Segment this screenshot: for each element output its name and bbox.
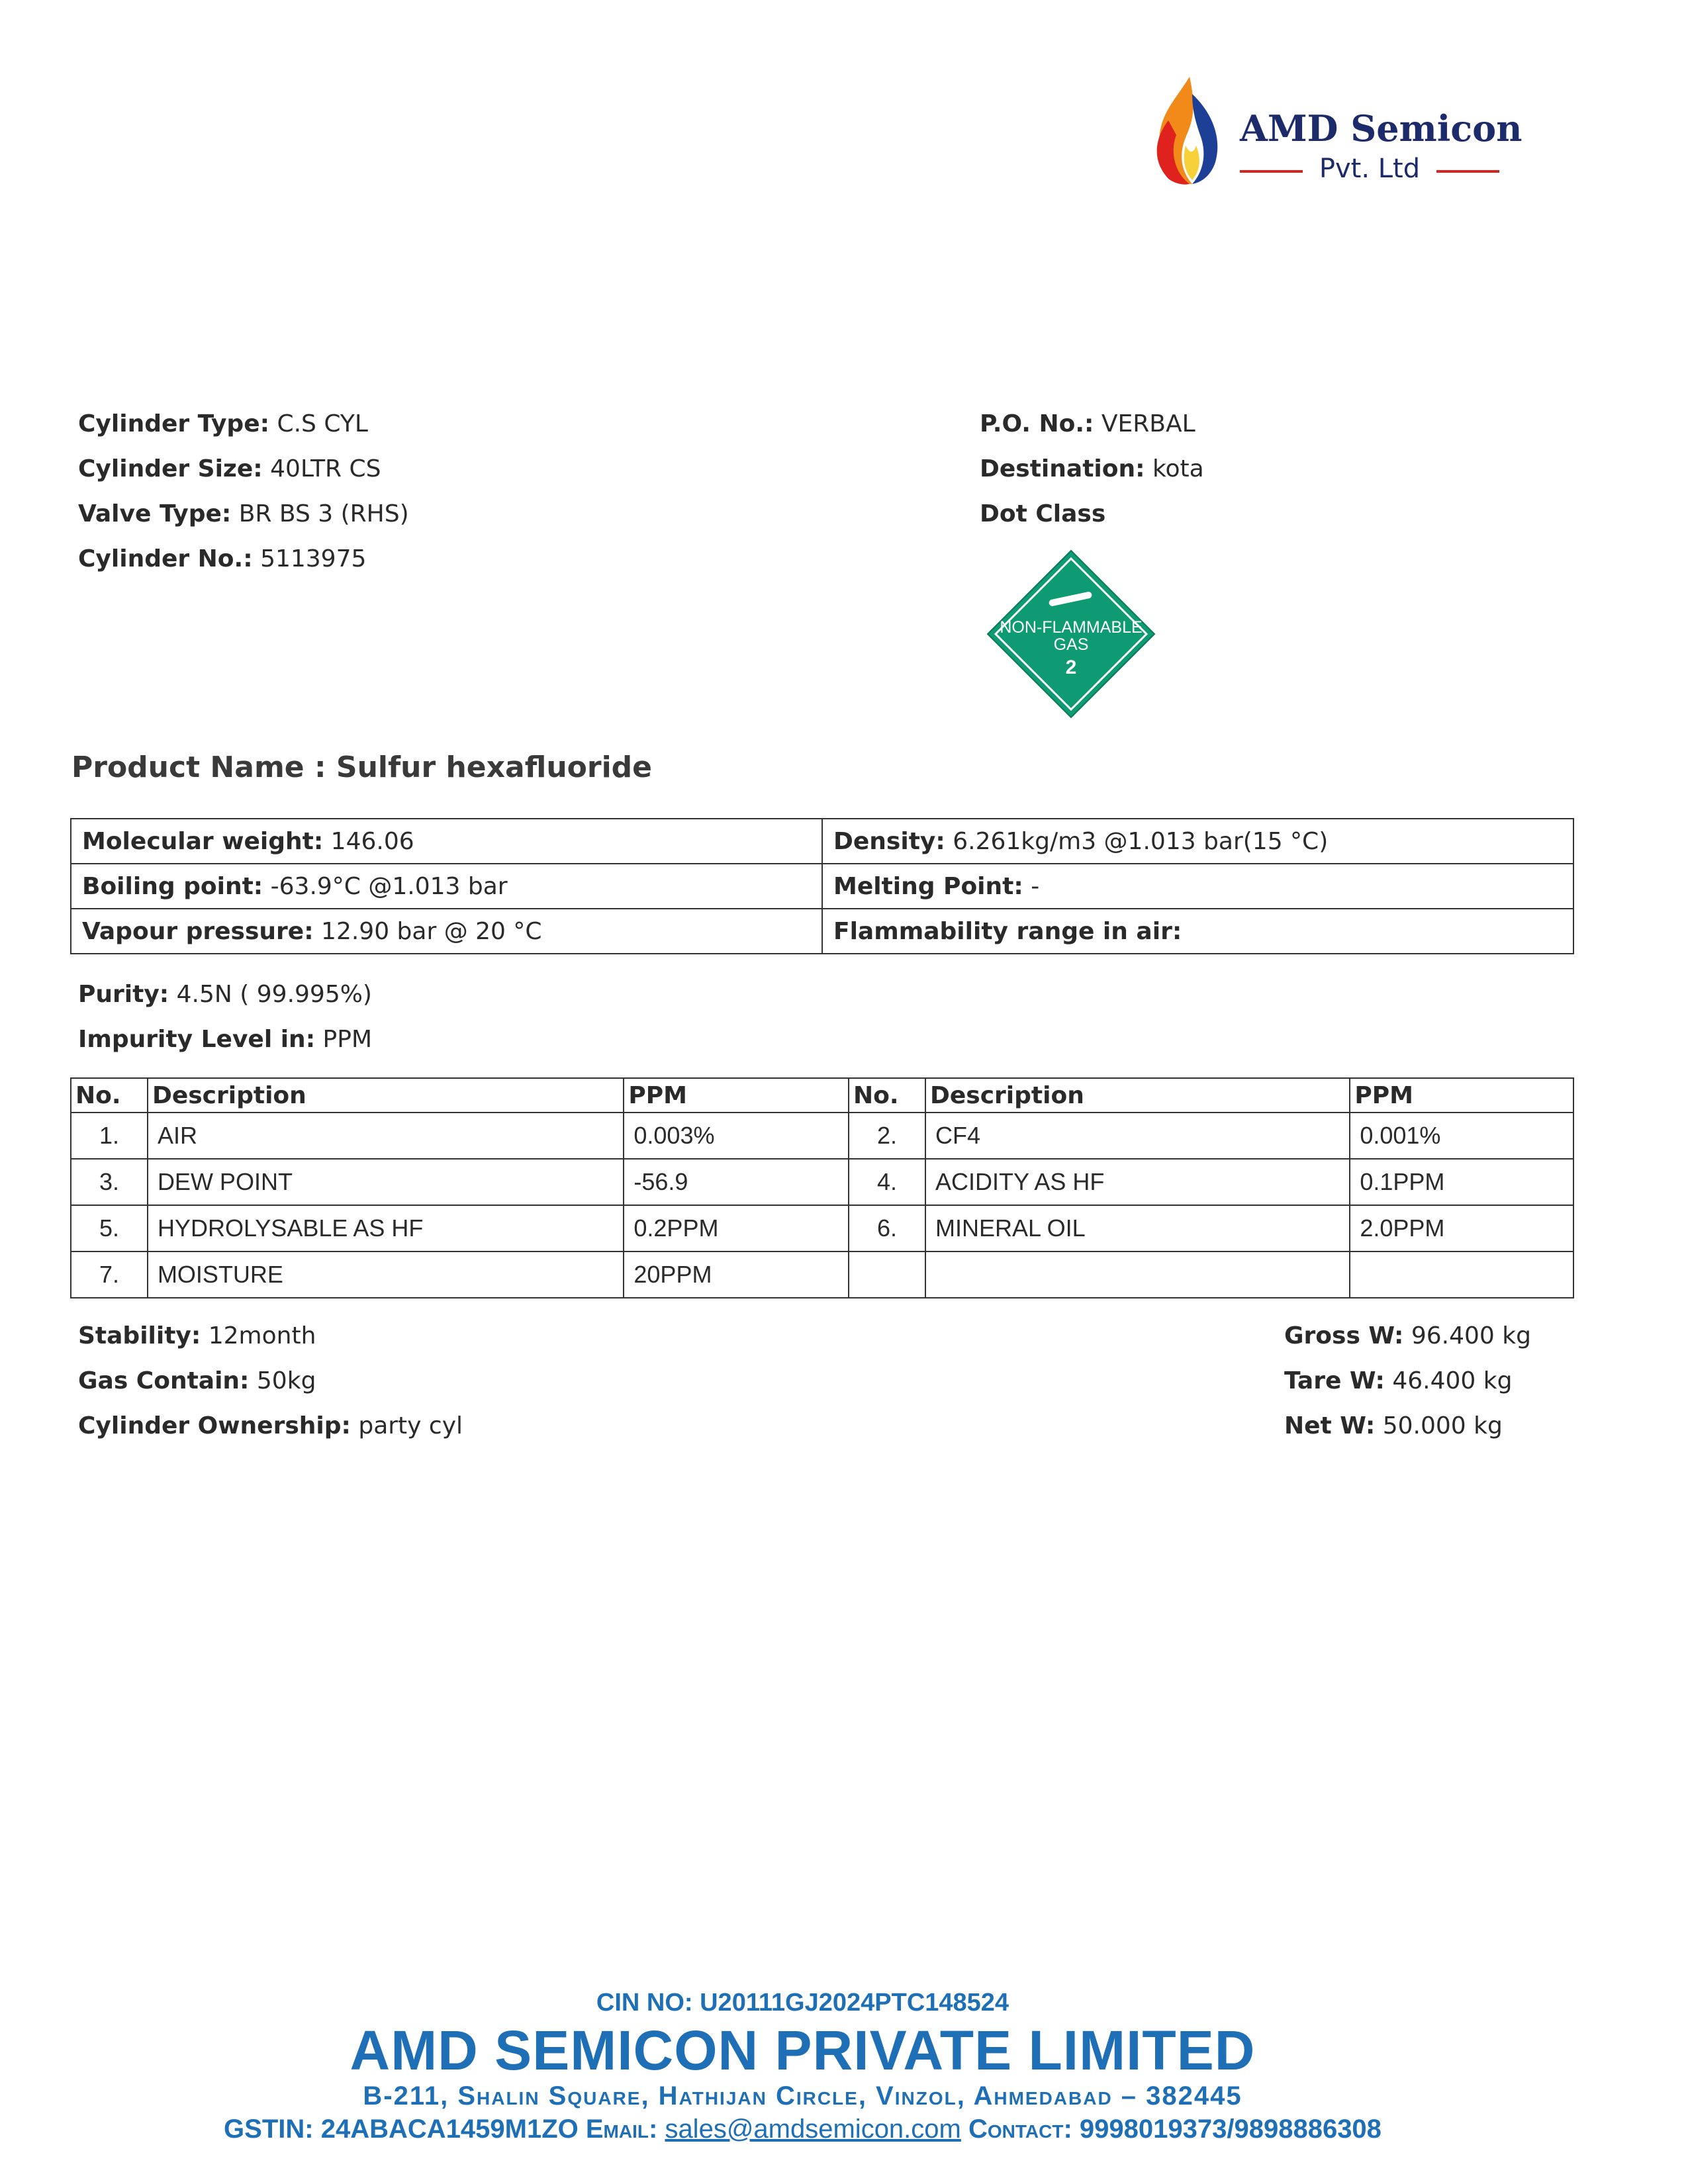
cylinder-number: Cylinder No.: 5113975 bbox=[78, 545, 367, 572]
table-cell: 2.0PPM bbox=[1350, 1205, 1573, 1251]
properties-table bbox=[70, 818, 1574, 954]
email-label: Email: bbox=[585, 2115, 658, 2144]
table-header-row bbox=[71, 1078, 1573, 1113]
dot-class-label: Dot Class bbox=[980, 500, 1106, 527]
impurity-table bbox=[70, 1077, 1574, 1298]
contact-numbers: 9998019373/9898886308 bbox=[1079, 2115, 1382, 2144]
melting-point-cell: Melting Point: - bbox=[822, 864, 1573, 909]
destination: Destination: kota bbox=[980, 455, 1204, 482]
column-header: Description bbox=[148, 1078, 624, 1113]
table-cell: 0.003% bbox=[624, 1113, 849, 1159]
table-row bbox=[71, 909, 1573, 954]
contact-line bbox=[0, 2115, 1605, 2144]
table-cell: AIR bbox=[148, 1113, 624, 1159]
column-header: Description bbox=[925, 1078, 1350, 1113]
table-row bbox=[71, 864, 1573, 909]
logo-subtitle bbox=[1240, 154, 1499, 187]
column-header: PPM bbox=[1350, 1078, 1573, 1113]
table-cell: 0.1PPM bbox=[1350, 1159, 1573, 1205]
table-cell bbox=[1350, 1251, 1573, 1298]
table-cell: HYDROLYSABLE AS HF bbox=[148, 1205, 624, 1251]
table-cell: 4. bbox=[849, 1159, 925, 1205]
table-cell bbox=[925, 1251, 1350, 1298]
logo-subtitle-text: Pvt. Ltd bbox=[1319, 154, 1421, 184]
company-address: B-211, Shalin Square, Hathijan Circle, Vinzol, Ahmedabad – 382445 bbox=[363, 2081, 1243, 2111]
valve-type: Valve Type: BR BS 3 (RHS) bbox=[78, 500, 409, 527]
table-cell: 6. bbox=[849, 1205, 925, 1251]
vapour-pressure-cell: Vapour pressure: 12.90 bar @ 20 °C bbox=[71, 909, 822, 954]
density-cell: Density: 6.261kg/m3 @1.013 bar(15 °C) bbox=[822, 819, 1573, 864]
table-cell: 5. bbox=[71, 1205, 148, 1251]
boiling-point-cell: Boiling point: -63.9°C @1.013 bar bbox=[71, 864, 822, 909]
company-name: AMD SEMICON PRIVATE LIMITED bbox=[350, 2019, 1256, 2081]
table-row bbox=[71, 819, 1573, 864]
column-header: No. bbox=[71, 1078, 148, 1113]
table-row bbox=[71, 1159, 1573, 1205]
table-cell: -56.9 bbox=[624, 1159, 849, 1205]
cin-number: CIN NO: U20111GJ2024PTC148524 bbox=[596, 1989, 1009, 2017]
cylinder-type: Cylinder Type: C.S CYL bbox=[78, 410, 368, 437]
contact-label: Contact: bbox=[968, 2115, 1072, 2144]
tare-weight: Tare W: 46.400 kg bbox=[1284, 1367, 1513, 1394]
gstin-value: 24ABACA1459M1ZO bbox=[320, 2115, 579, 2144]
table-cell: CF4 bbox=[925, 1113, 1350, 1159]
flammability-range-cell: Flammability range in air: bbox=[822, 909, 1573, 954]
table-cell: 7. bbox=[71, 1251, 148, 1298]
table-row bbox=[71, 1205, 1573, 1251]
placard-class-number: 2 bbox=[1065, 657, 1077, 678]
gstin-label: GSTIN: bbox=[224, 2115, 314, 2144]
product-name: Product Name : Sulfur hexafluoride bbox=[71, 751, 652, 784]
table-cell: ACIDITY AS HF bbox=[925, 1159, 1350, 1205]
po-number: P.O. No.: VERBAL bbox=[980, 410, 1196, 437]
placard-line2: GAS bbox=[1053, 635, 1089, 654]
cylinder-ownership: Cylinder Ownership: party cyl bbox=[78, 1412, 463, 1439]
gas-contain: Gas Contain: 50kg bbox=[78, 1367, 316, 1394]
table-row bbox=[71, 1113, 1573, 1159]
table-cell: 0.2PPM bbox=[624, 1205, 849, 1251]
placard-line1: NON-FLAMMABLE bbox=[1000, 618, 1143, 637]
table-cell: MINERAL OIL bbox=[925, 1205, 1350, 1251]
email-link[interactable]: sales@amdsemicon.com bbox=[665, 2115, 961, 2144]
logo-name: AMD Semicon bbox=[1240, 107, 1523, 150]
stability: Stability: 12month bbox=[78, 1322, 316, 1349]
non-flammable-gas-placard-icon bbox=[985, 548, 1157, 720]
table-cell: MOISTURE bbox=[148, 1251, 624, 1298]
table-cell: 1. bbox=[71, 1113, 148, 1159]
table-cell: 0.001% bbox=[1350, 1113, 1573, 1159]
net-weight: Net W: 50.000 kg bbox=[1284, 1412, 1503, 1439]
table-cell: 3. bbox=[71, 1159, 148, 1205]
impurity-level: Impurity Level in: PPM bbox=[78, 1026, 373, 1053]
flame-icon bbox=[1149, 74, 1228, 187]
gross-weight: Gross W: 96.400 kg bbox=[1284, 1322, 1531, 1349]
molecular-weight-cell: Molecular weight: 146.06 bbox=[71, 819, 822, 864]
table-cell: 20PPM bbox=[624, 1251, 849, 1298]
purity: Purity: 4.5N ( 99.995%) bbox=[78, 981, 372, 1008]
table-cell: 2. bbox=[849, 1113, 925, 1159]
table-cell bbox=[849, 1251, 925, 1298]
cylinder-size: Cylinder Size: 40LTR CS bbox=[78, 455, 381, 482]
column-header: No. bbox=[849, 1078, 925, 1113]
table-cell: DEW POINT bbox=[148, 1159, 624, 1205]
table-row bbox=[71, 1251, 1573, 1298]
column-header: PPM bbox=[624, 1078, 849, 1113]
company-logo bbox=[1149, 74, 1523, 193]
